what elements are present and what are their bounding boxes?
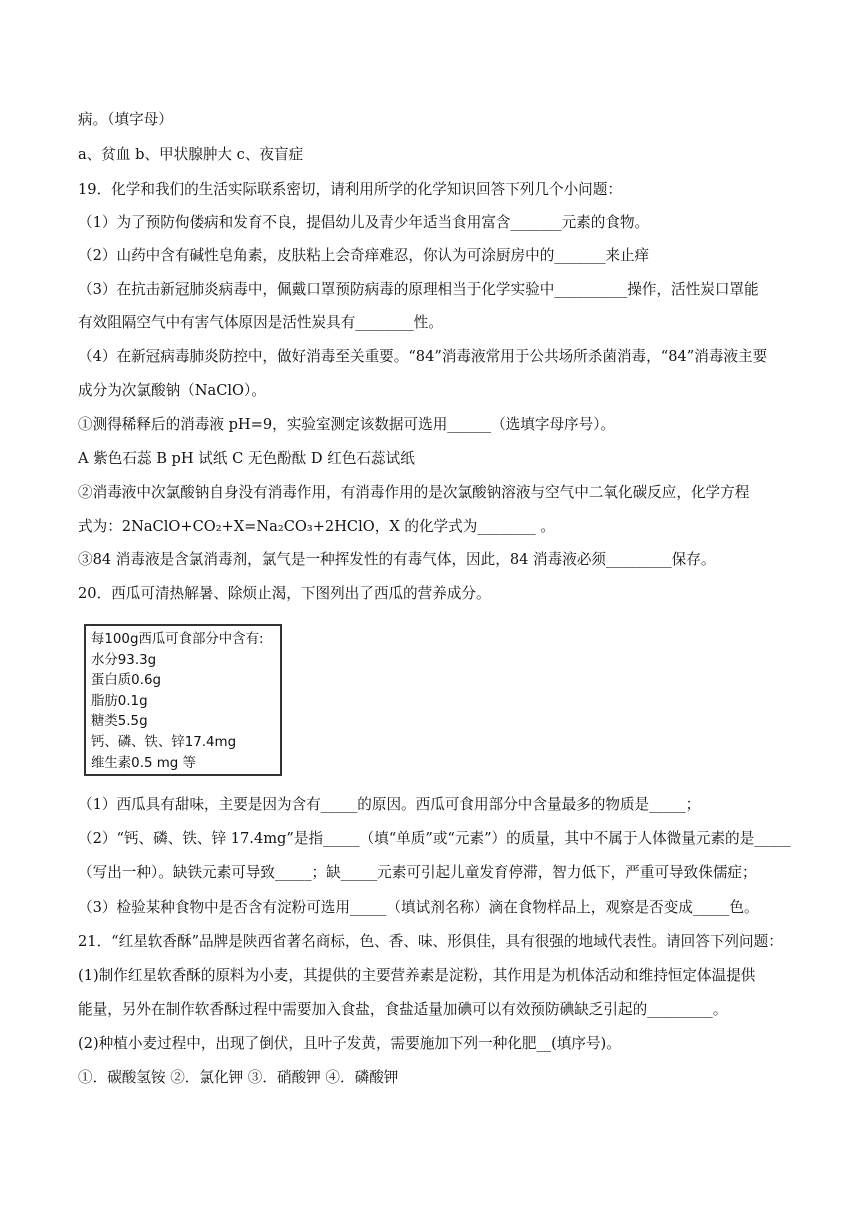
question-19-part-2: （2）山药中含有碱性皂角素，皮肤粘上会奇痒难忍，你认为可涂厨房中的_______来止痒	[78, 247, 650, 264]
nutrition-item: 钙、磷、铁、锌17.4mg	[91, 734, 237, 750]
nutrition-item: 脂肪0.1g	[91, 693, 148, 709]
question-21-title: 21．“红星软香酥”品牌是陕西省著名商标，色、香、味、形俱佳，具有很强的地域代表性。请回答下列问题：	[78, 933, 783, 950]
question-19-part-4-cont: 成分为次氯酸钠（NaClO）。	[78, 382, 266, 399]
question-20-part-1: （1）西瓜具有甜味，主要是因为含有_____的原因。西瓜可食用部分中含量最多的物质是_____；	[78, 796, 701, 813]
question-20-part-2-cont: （写出一种）。缺铁元素可导致_____；缺_____元素可引起儿童发育停滞，智力低下，严重可导致侏儒症；	[78, 864, 757, 881]
nutrition-item: 水分93.3g	[91, 652, 157, 668]
question-19-subpart-2: ②消毒液中次氯酸钠自身没有消毒作用，有消毒作用的是次氯酸钠溶液与空气中二氧化碳反应，化学方程	[78, 484, 750, 501]
question-20-part-2: （2）“钙、磷、铁、锌 17.4mg”是指_____（填“单质”或“元素”）的质量，其中不属于人体微量元素的是_____	[78, 830, 791, 847]
nutrition-header: 每100g西瓜可食部分中含有:	[91, 632, 264, 647]
question-19-part-4: （4）在新冠病毒肺炎防控中，做好消毒至关重要。“84”消毒液常用于公共场所杀菌消毒，“84”消毒液主要	[78, 348, 768, 365]
answer-options-line: ①．碳酸氢铵 ②．氯化钾 ③．硝酸钾 ④．磷酸钾	[78, 1069, 399, 1086]
answer-options-line: a、贫血 b、甲状腺肿大 c、夜盲症	[78, 146, 304, 163]
chemical-equation-line: 式为：2NaClO+CO₂+X=Na₂CO₃+2HClO，X 的化学式为________ 。	[78, 518, 555, 535]
text-line: 病。（填字母）	[78, 111, 173, 128]
question-19-title: 19．化学和我们的生活实际联系密切，请利用所学的化学知识回答下列几个小问题：	[78, 181, 622, 198]
nutrition-item: 维生素0.5 mg 等	[91, 755, 196, 771]
question-20-part-3: （3）检验某种食物中是否含有淀粉可选用_____（填试剂名称）滴在食物样品上，观察是否变成_____色。	[78, 899, 759, 916]
question-19-part-3: （3）在抗击新冠肺炎病毒中，佩戴口罩预防病毒的原理相当于化学实验中__________操作，活性炭口罩能	[78, 281, 759, 298]
question-19-subpart-3: ③84 消毒液是含氯消毒剂，氯气是一种挥发性的有毒气体，因此，84 消毒液必须_________保存。	[78, 551, 716, 568]
question-19-subpart-1: ①测得稀释后的消毒液 pH=9，实验室测定该数据可选用______（选填字母序号）。	[78, 416, 616, 433]
question-21-part-2: (2)种植小麦过程中，出现了倒伏，且叶子发黄，需要施加下列一种化肥__(填序号)。	[78, 1035, 621, 1052]
question-20-title: 20．西瓜可清热解暑、除烦止渴，下图列出了西瓜的营养成分。	[78, 585, 491, 602]
nutrition-table-image	[84, 624, 282, 776]
nutrition-item: 蛋白质0.6g	[91, 673, 161, 689]
question-19-part-1: （1）为了预防佝偻病和发育不良，提倡幼儿及青少年适当食用富含_______元素的食物。	[78, 214, 650, 231]
nutrition-item: 糖类5.5g	[91, 714, 148, 730]
question-21-part-1: (1)制作红星软香酥的原料为小麦，其提供的主要营养素是淀粉，其作用是为机体活动和维持恒定体温提供	[78, 967, 756, 984]
question-21-part-1-cont: 能量，另外在制作软香酥过程中需要加入食盐，食盐适量加碘可以有效预防碘缺乏引起的_________。	[78, 1001, 728, 1018]
answer-options-line: A 紫色石蕊 B pH 试纸 C 无色酚酞 D 红色石蕊试纸	[78, 450, 415, 467]
question-19-part-3-cont: 有效阻隔空气中有害气体原因是活性炭具有________性。	[78, 314, 443, 331]
